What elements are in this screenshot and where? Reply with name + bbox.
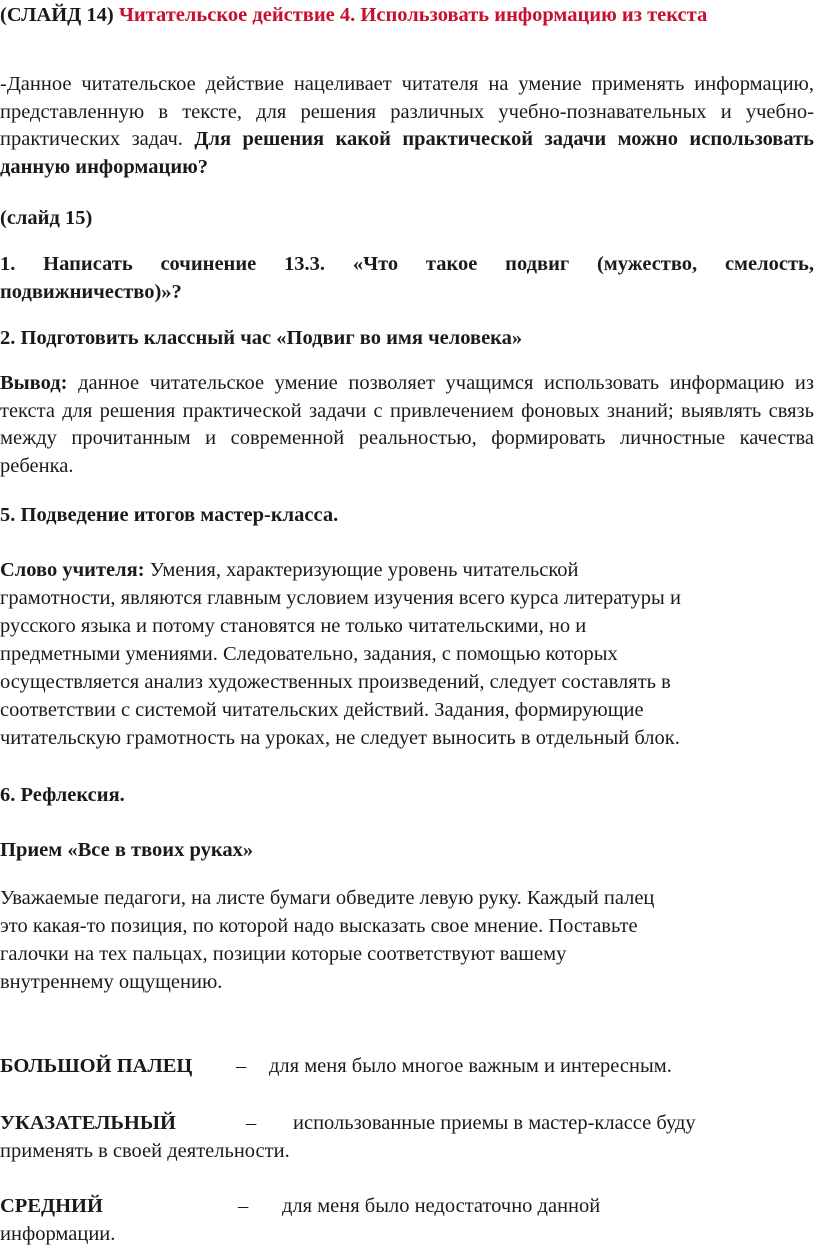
section6-title: 6. Рефлексия. [0,784,125,806]
technique-title: Прием «Все в твоих руках» [0,839,254,861]
instruction-line: внутреннему ощущению. [0,971,223,993]
instruction-line: галочки на тех пальцах, позиции которые соответствуют вашему [0,943,567,965]
finger-middle-name: СРЕДНИЙ [0,1195,103,1217]
slide14-label: (СЛАЙД 14) [0,4,114,26]
teacher-label: Слово учителя: [0,559,145,581]
conclusion-text: данное читательское умение позволяет учащимся использовать информацию из текста для решения практической задачи с привлечением фоновых знаний; выявлять связь между прочитанным и современной реальностью, формировать личностные качества ребенка. [0,372,815,477]
task-2: 2. Подготовить классный час «Подвиг во имя человека» [0,327,523,349]
finger-thumb-name: БОЛЬШОЙ ПАЛЕЦ [0,1055,193,1077]
finger-middle-continuation: информации. [0,1223,116,1245]
finger-index-continuation: применять в своей деятельности. [0,1140,290,1162]
intro-paragraph [0,71,814,181]
intro-question: Для решения какой практической задачи можно использовать данную информацию? [0,128,815,178]
finger-index-text: использованные приемы в мастер-классе буду [293,1112,696,1134]
finger-index-name: УКАЗАТЕЛЬНЫЙ [0,1112,176,1134]
task-1: 1. Написать сочинение 13.3. «Что такое подвиг (мужество, смелость, подвижничество)»? [0,253,814,303]
finger-index-dash: – [246,1112,257,1134]
slide14-title: Читательское действие 4. Использовать информацию из текста [118,4,708,26]
finger-thumb-dash: – [236,1055,247,1077]
intro-text: -Данное читательское действие нацеливает читателя на умение применять информацию, представленную в тексте, для решения различных учебно-познавательных и учебно-практических задач. [0,73,814,150]
teacher-line: предметными умениями. Следовательно, задания, с помощью которых [0,643,618,665]
teacher-line: русского языка и потому становятся не только читательскими, но и [0,615,587,637]
teacher-line: осуществляется анализ художественных произведений, следует составлять в [0,671,671,693]
instruction-line: Уважаемые педагоги, на листе бумаги обведите левую руку. Каждый палец [0,887,655,909]
conclusion-label: Вывод: [0,372,68,394]
finger-middle-text: для меня было недостаточно данной [282,1195,601,1217]
finger-middle-dash: – [238,1195,249,1217]
teacher-line: грамотности, являются главным условием изучения всего курса литературы и [0,587,681,609]
conclusion-paragraph [0,370,814,480]
instruction-line: это какая-то позиция, по которой надо высказать свое мнение. Поставьте [0,915,638,937]
slide14-heading [0,2,814,30]
teacher-line: читательскую грамотность на уроках, не следует выносить в отдельный блок. [0,727,680,749]
section5-title: 5. Подведение итогов мастер-класса. [0,504,339,526]
teacher-line: Слово учителя: Умения, характеризующие уровень читательской [0,559,579,581]
slide15-label: (слайд 15) [0,207,93,229]
finger-thumb-text: для меня было многое важным и интересным. [269,1055,672,1077]
teacher-line: соответствии с системой читательских действий. Задания, формирующие [0,699,644,721]
